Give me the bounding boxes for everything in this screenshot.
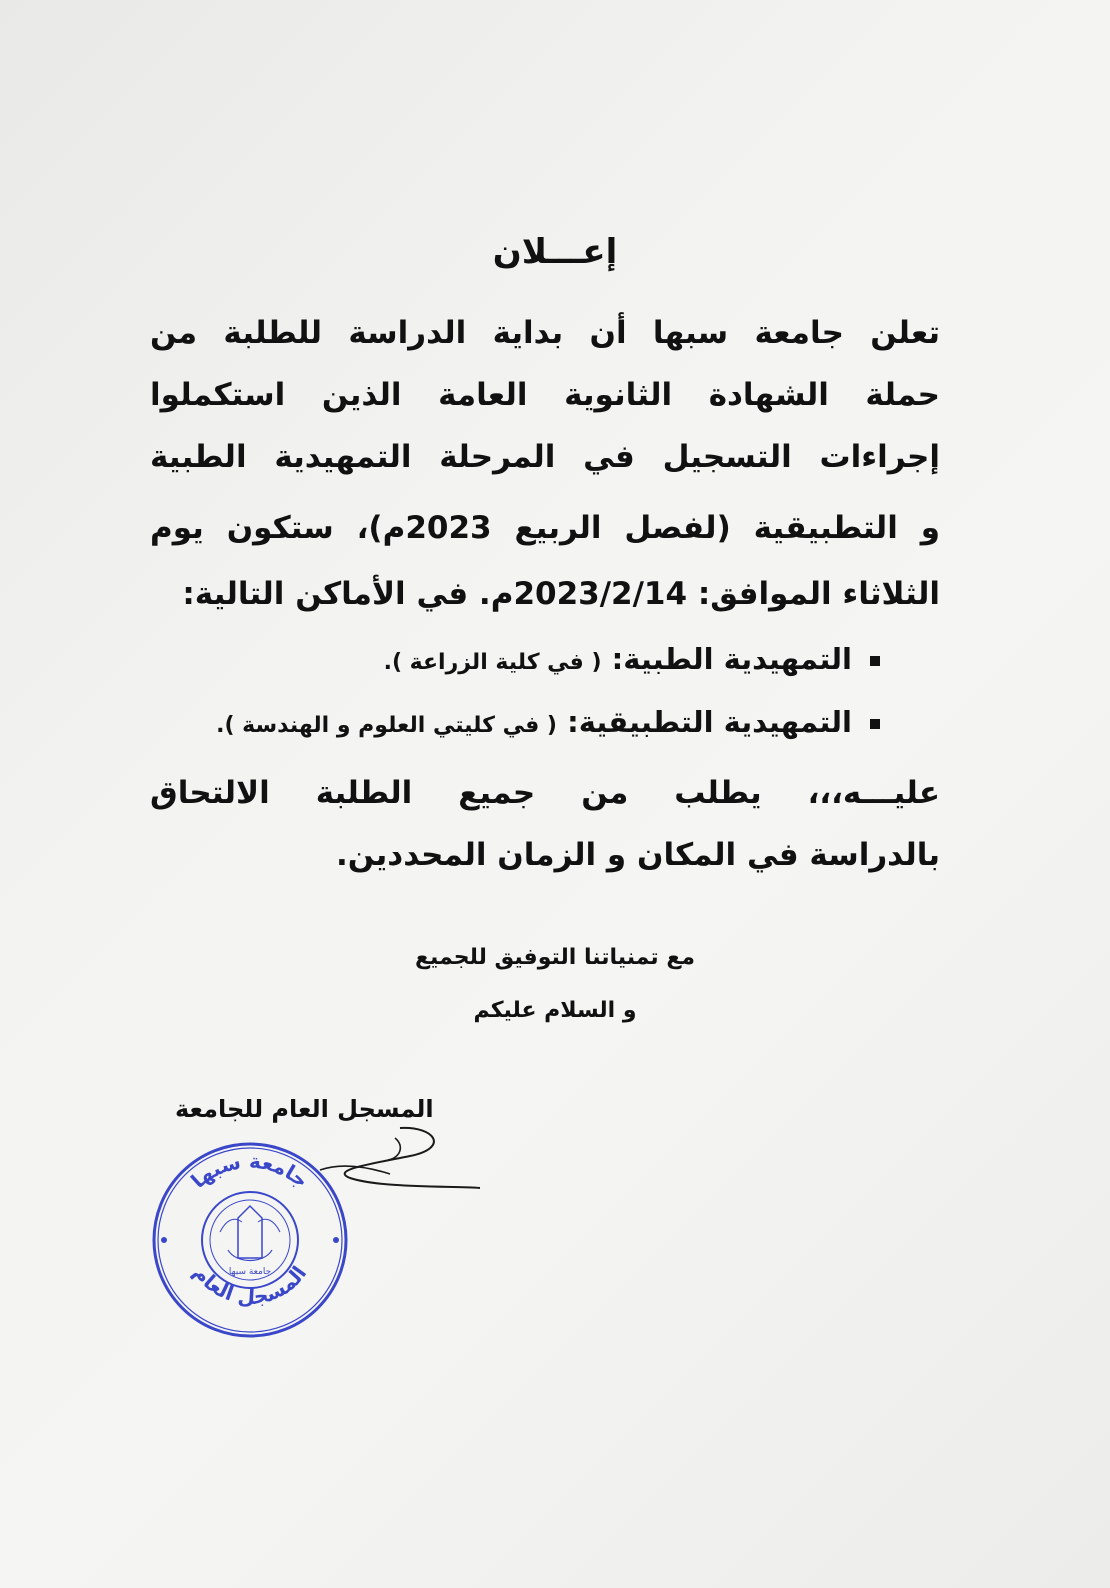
body-line-4: و التطبيقية (لفصل الربيع 2023م)، ستكون يوم (150, 510, 940, 546)
closing-wishes: مع تمنياتنا التوفيق للجميع (414, 945, 695, 970)
bullet-square-icon (870, 656, 880, 666)
signer-title: المسجل العام للجامعة (175, 1095, 434, 1123)
note-lead-word: عليـــه (842, 775, 940, 811)
body-lead-word: تعلن (870, 315, 940, 351)
body-line-2: حملة الشهادة الثانوية العامة الذين استكملوا (150, 377, 940, 413)
bullet-item-applied: التمهيدية التطبيقية: ( في كليتي العلوم و الهندسة ). (216, 705, 880, 739)
body-line-5: الثلاثاء الموافق: 2023/2/14م. في الأماكن التالية: (182, 576, 940, 612)
stamp-star-icon (161, 1237, 167, 1243)
note-line-2: بالدراسة في المكان و الزمان المحددين. (335, 837, 940, 873)
body-line-1: تعلن جامعة سبها أن بداية الدراسة للطلبة من (150, 315, 940, 351)
bullet-item-medical: التمهيدية الطبية: ( في كلية الزراعة ). (384, 642, 880, 676)
stamp-top-text: جامعة سبها (186, 1148, 314, 1193)
bullet-square-icon (870, 719, 880, 729)
stamp-bottom-text: المسجل العام (188, 1260, 312, 1310)
note-line-1: عليـــه،،، يطلب من جميع الطلبة الالتحاق (150, 775, 940, 811)
official-stamp (150, 1140, 350, 1340)
body-line-3: إجراءات التسجيل في المرحلة التمهيدية الطبية (150, 439, 940, 475)
stamp-inner-text: جامعة سبها (228, 1267, 272, 1277)
page-title: إعـــلان (492, 232, 618, 272)
closing-salutation: و السلام عليكم (473, 998, 637, 1023)
stamp-star-icon (333, 1237, 339, 1243)
